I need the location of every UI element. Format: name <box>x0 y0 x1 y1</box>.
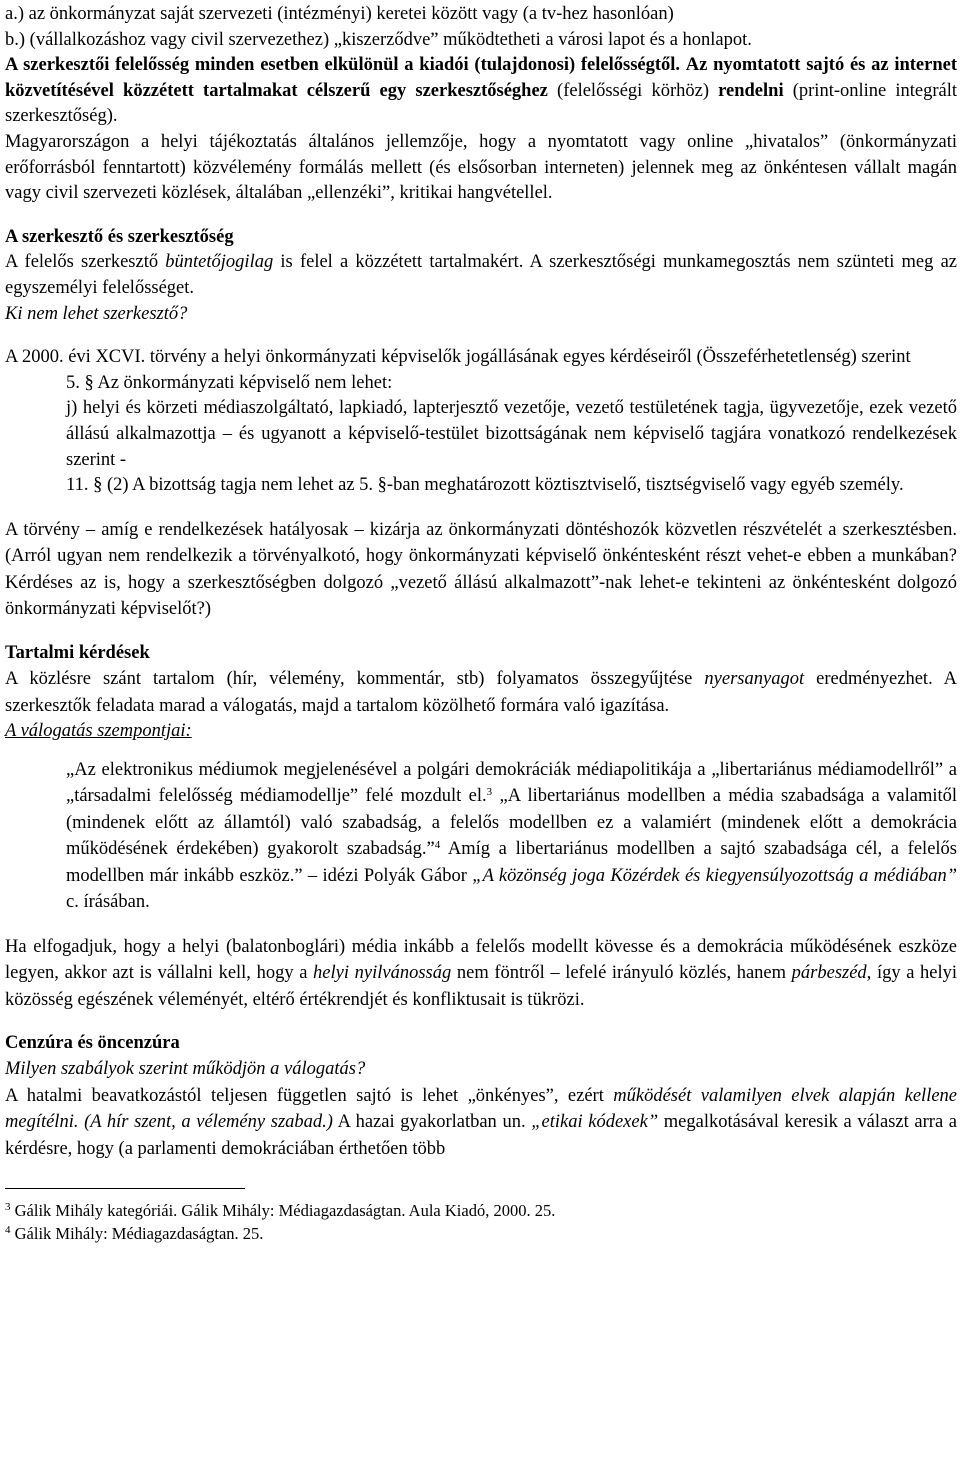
heading-censorship: Cenzúra és öncenzúra <box>5 1033 180 1054</box>
editor-p1-italic: büntetőjogilag <box>165 252 274 273</box>
censorship-a: A hatalmi beavatkozástól teljesen független sajtó is lehet „önkényes”, ezért <box>5 1085 604 1106</box>
list-item-b: b.) (vállalkozáshoz vagy civil szervezethez) „kiszerződve” működtetheti a városi lapot és a honlapot. <box>5 29 752 50</box>
model-c: így a helyi közösség egészének véleményét, eltérő értékrendjét és konfliktusait is tükrözi. <box>5 963 958 1010</box>
footnote-num-3: 3 <box>5 1201 11 1214</box>
law-title: A 2000. évi XCVI. törvény a helyi önkormányzati képviselők jogállásának egyes kérdéseiről (Összeférhetetlenség) szerint <box>5 347 911 368</box>
censorship-c: megalkotásával keresik a választ arra a kérdésre, hogy (a parlamenti demokráciában érthetően több <box>5 1112 958 1159</box>
censorship-italic-1: működését valamilyen elvek alapján kellene megítélni. (A hír szent, a vélemény szabad.) <box>5 1085 958 1133</box>
editor-p1-after: is felel a közzétett tartalmakért. A szerkesztőségi munkamegosztás nem szünteti meg az egyszemélyi felelősséget. <box>5 252 957 298</box>
footnote-divider <box>5 1188 245 1189</box>
editor-p1-before: A felelős szerkesztő <box>5 252 159 273</box>
model-italic-1: helyi nyilvánosság <box>313 963 452 984</box>
censorship-question-text: Milyen szabályok szerint működjön a válogatás? <box>5 1058 366 1079</box>
footnote-4 <box>5 1222 957 1245</box>
content-paragraph <box>5 666 957 719</box>
content-p1-after: eredményezhet. A szerkesztők feladata marad a válogatás, majd a tartalom közölhető formára való igazítása. <box>5 669 958 716</box>
censorship-italic-2: „etikai kódexek” <box>531 1112 659 1133</box>
law-j: j) helyi és körzeti médiaszolgáltató, lapkiadó, lapterjesztő vezetője, vezető testületének tagja, ügyvezetője, ezek vezető állású alkalmazottja – és ugyanott a képviselő-testület bizottságának nem képviselő tagjára vonatkozó rendelkezések szerint - <box>66 398 957 470</box>
footnote-text-3: Gálik Mihály kategóriái. Gálik Mihály: Médiagazdaságtan. Aula Kiadó, 2000. 25. <box>14 1201 556 1221</box>
heading-editor: A szerkesztő és szerkesztőség <box>5 226 234 247</box>
editor-question-text: Ki nem lehet szerkesztő? <box>5 303 188 324</box>
footnote-text-4: Gálik Mihály: Médiagazdaságtan. 25. <box>14 1224 264 1244</box>
law-11: 11. § (2) A bizottság tagja nem lehet az 5. §-ban meghatározott köztisztviselő, tisztségviselő vagy egyéb személy. <box>66 475 904 496</box>
editor-question <box>5 302 957 328</box>
heading-content: Tartalmi kérdések <box>5 642 150 663</box>
law-5-text: 5. § Az önkormányzati képviselő nem lehet: <box>66 372 393 393</box>
censorship-paragraph <box>5 1083 957 1163</box>
criteria-text: A válogatás szempontjai: <box>5 721 192 742</box>
model-paragraph <box>5 934 957 1014</box>
law-conclusion: A törvény – amíg e rendelkezések hatályosak – kizárja az önkormányzati döntéshozók közvetlen részvételét a szerkesztésben. (Arról ugyan nem rendelkezik a törvényalkotó, hogy önkormányzati képviselő önkéntesként részt vehet-e ebben a munkában? Kérdéses az is, hogy a szerkesztőségben dolgozó „vezető állású alkalmazott”-nak lehet-e tekinteni az önkéntesként dolgozó önkormányzati képviselőt?) <box>5 519 957 620</box>
law-5 <box>5 371 957 397</box>
footnotes <box>5 1188 957 1245</box>
content-p1-before: A közlésre szánt tartalom (hír, vélemény, kommentár, stb) folyamatos összegyűjtése <box>5 669 693 690</box>
footnote-ref-4[interactable]: 4 <box>434 839 441 852</box>
quote-part-3: Amíg a libertariánus modellben a sajtó szabadsága cél, a felelős modellben már inkább eszköz.” – idézi Polyák Gábor <box>66 839 957 886</box>
quote-part-2: „A libertariánus modellben a média szabadsága a valamitől (mindenek előtt az államtól) való szabadság, a felelős modellben ez a valamiért (mindenek előtt a demokrácia működésének érdekében) gyakorolt szabadság.” <box>66 786 957 860</box>
footnote-3 <box>5 1199 957 1222</box>
bold-word: rendelni <box>718 80 784 101</box>
normal-part: (felelősségi körhöz) <box>557 80 709 101</box>
list-item-a: a.) az önkormányzat saját szervezeti (intézményi) keretei között vagy (a tv-hez hasonlóan) <box>5 4 674 24</box>
block-quote <box>5 757 957 916</box>
content-p1-italic: nyersanyagot <box>704 669 805 690</box>
normal-tail: (print-online integrált szerkesztőség). <box>5 80 958 127</box>
responsibility-paragraph <box>5 53 957 130</box>
editor-paragraph <box>5 250 957 301</box>
model-a: Ha elfogadjuk, hogy a helyi (balatonboglári) média inkább a felelős modellt kövesse és a demokrácia működésének eszköze legyen, akkor azt is vállalni kell, hogy a <box>5 936 957 984</box>
bold-sentence: A szerkesztői felelősség minden esetben elkülönül a kiadói (tulajdonosi) felelősségtől. <box>5 55 681 76</box>
quote-title: „A közönség joga Közérdek és kiegyensúlyozottság a médiában” <box>472 865 957 886</box>
footnote-num-4: 4 <box>5 1224 11 1237</box>
quote-tail: c. írásában. <box>66 892 150 913</box>
model-b: nem föntről – lefelé irányuló közlés, hanem <box>456 963 787 984</box>
criteria-label <box>5 719 957 745</box>
local-info-paragraph: Magyarországon a helyi tájékoztatás általános jellemzője, hogy a nyomtatott vagy online „hivatalos” (önkormányzati erőforrásból fenntartott) közvélemény formálás mellett (és elsősorban interneten) jelennek meg az önkéntesen vállalt magán vagy civil szervezeti közlések, általában „ellenzéki”, kritikai hangvétellel. <box>5 131 957 204</box>
quote-part-1: „Az elektronikus médiumok megjelenésével a polgári demokráciák médiapolitikája a „libertariánus médiamodellről” a „társadalmi felelősség médiamodellje” felé mozdult el. <box>66 759 957 807</box>
bold-sentence-2: Az nyomtatott sajtó és az internet közvetítésével közzétett tartalmakat célszerű egy szerkesztőséghez <box>5 55 957 101</box>
footnote-ref-3[interactable]: 3 <box>486 786 493 799</box>
censorship-question <box>5 1057 957 1083</box>
censorship-b: A hazai gyakorlatban un. <box>337 1112 526 1133</box>
model-italic-2: párbeszéd, <box>791 963 872 984</box>
